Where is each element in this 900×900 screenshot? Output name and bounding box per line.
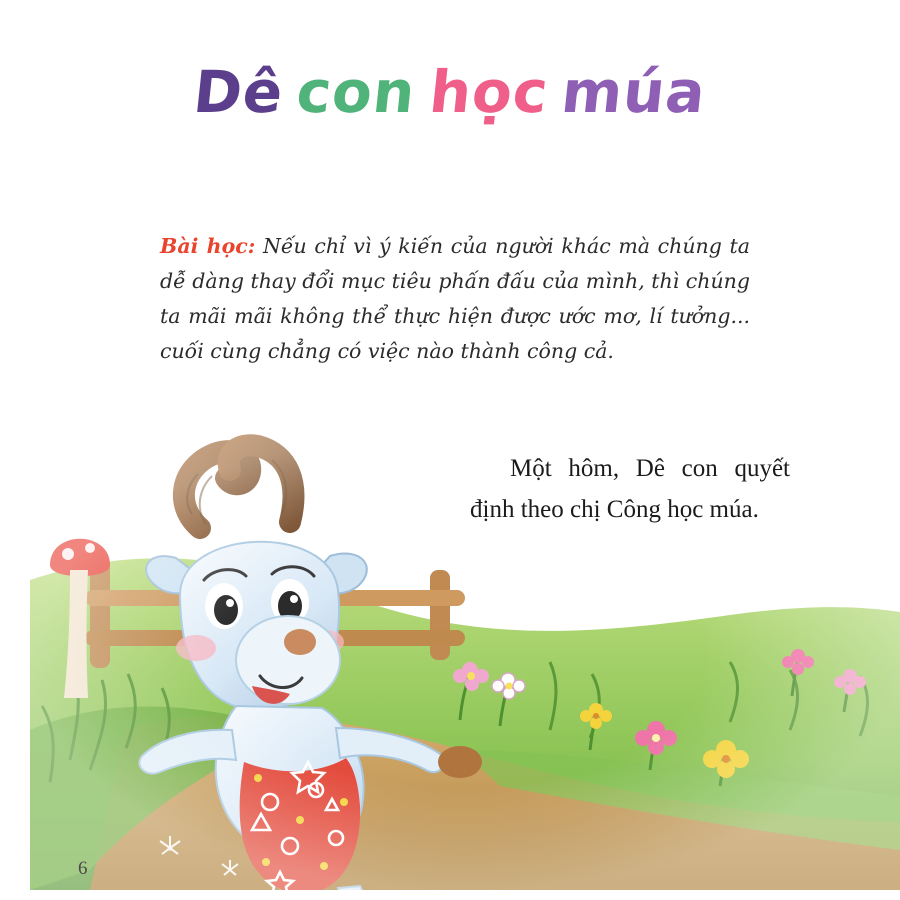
lesson-label: Bài học: — [160, 233, 256, 258]
lesson-text: Nếu chỉ vì ý kiến của người khác mà chúng ta dễ dàng thay đổi mục tiêu phấn đấu của mình, thì chúng ta mãi mãi không thể thực hiện được ước mơ, lí tưởng... cuối cùng chẳng có việc nào thành công cả. — [160, 233, 750, 364]
title-word-3: học — [426, 58, 552, 126]
title-word-4: múa — [558, 58, 710, 126]
page-number: 6 — [78, 858, 88, 879]
story-paragraph: Một hôm, Dê con quyết định theo chị Công học múa. — [470, 455, 790, 523]
page-title — [0, 58, 900, 126]
title-word-2: con — [293, 58, 420, 126]
lesson-paragraph — [160, 229, 750, 370]
title-word-1: Dê — [190, 58, 287, 126]
